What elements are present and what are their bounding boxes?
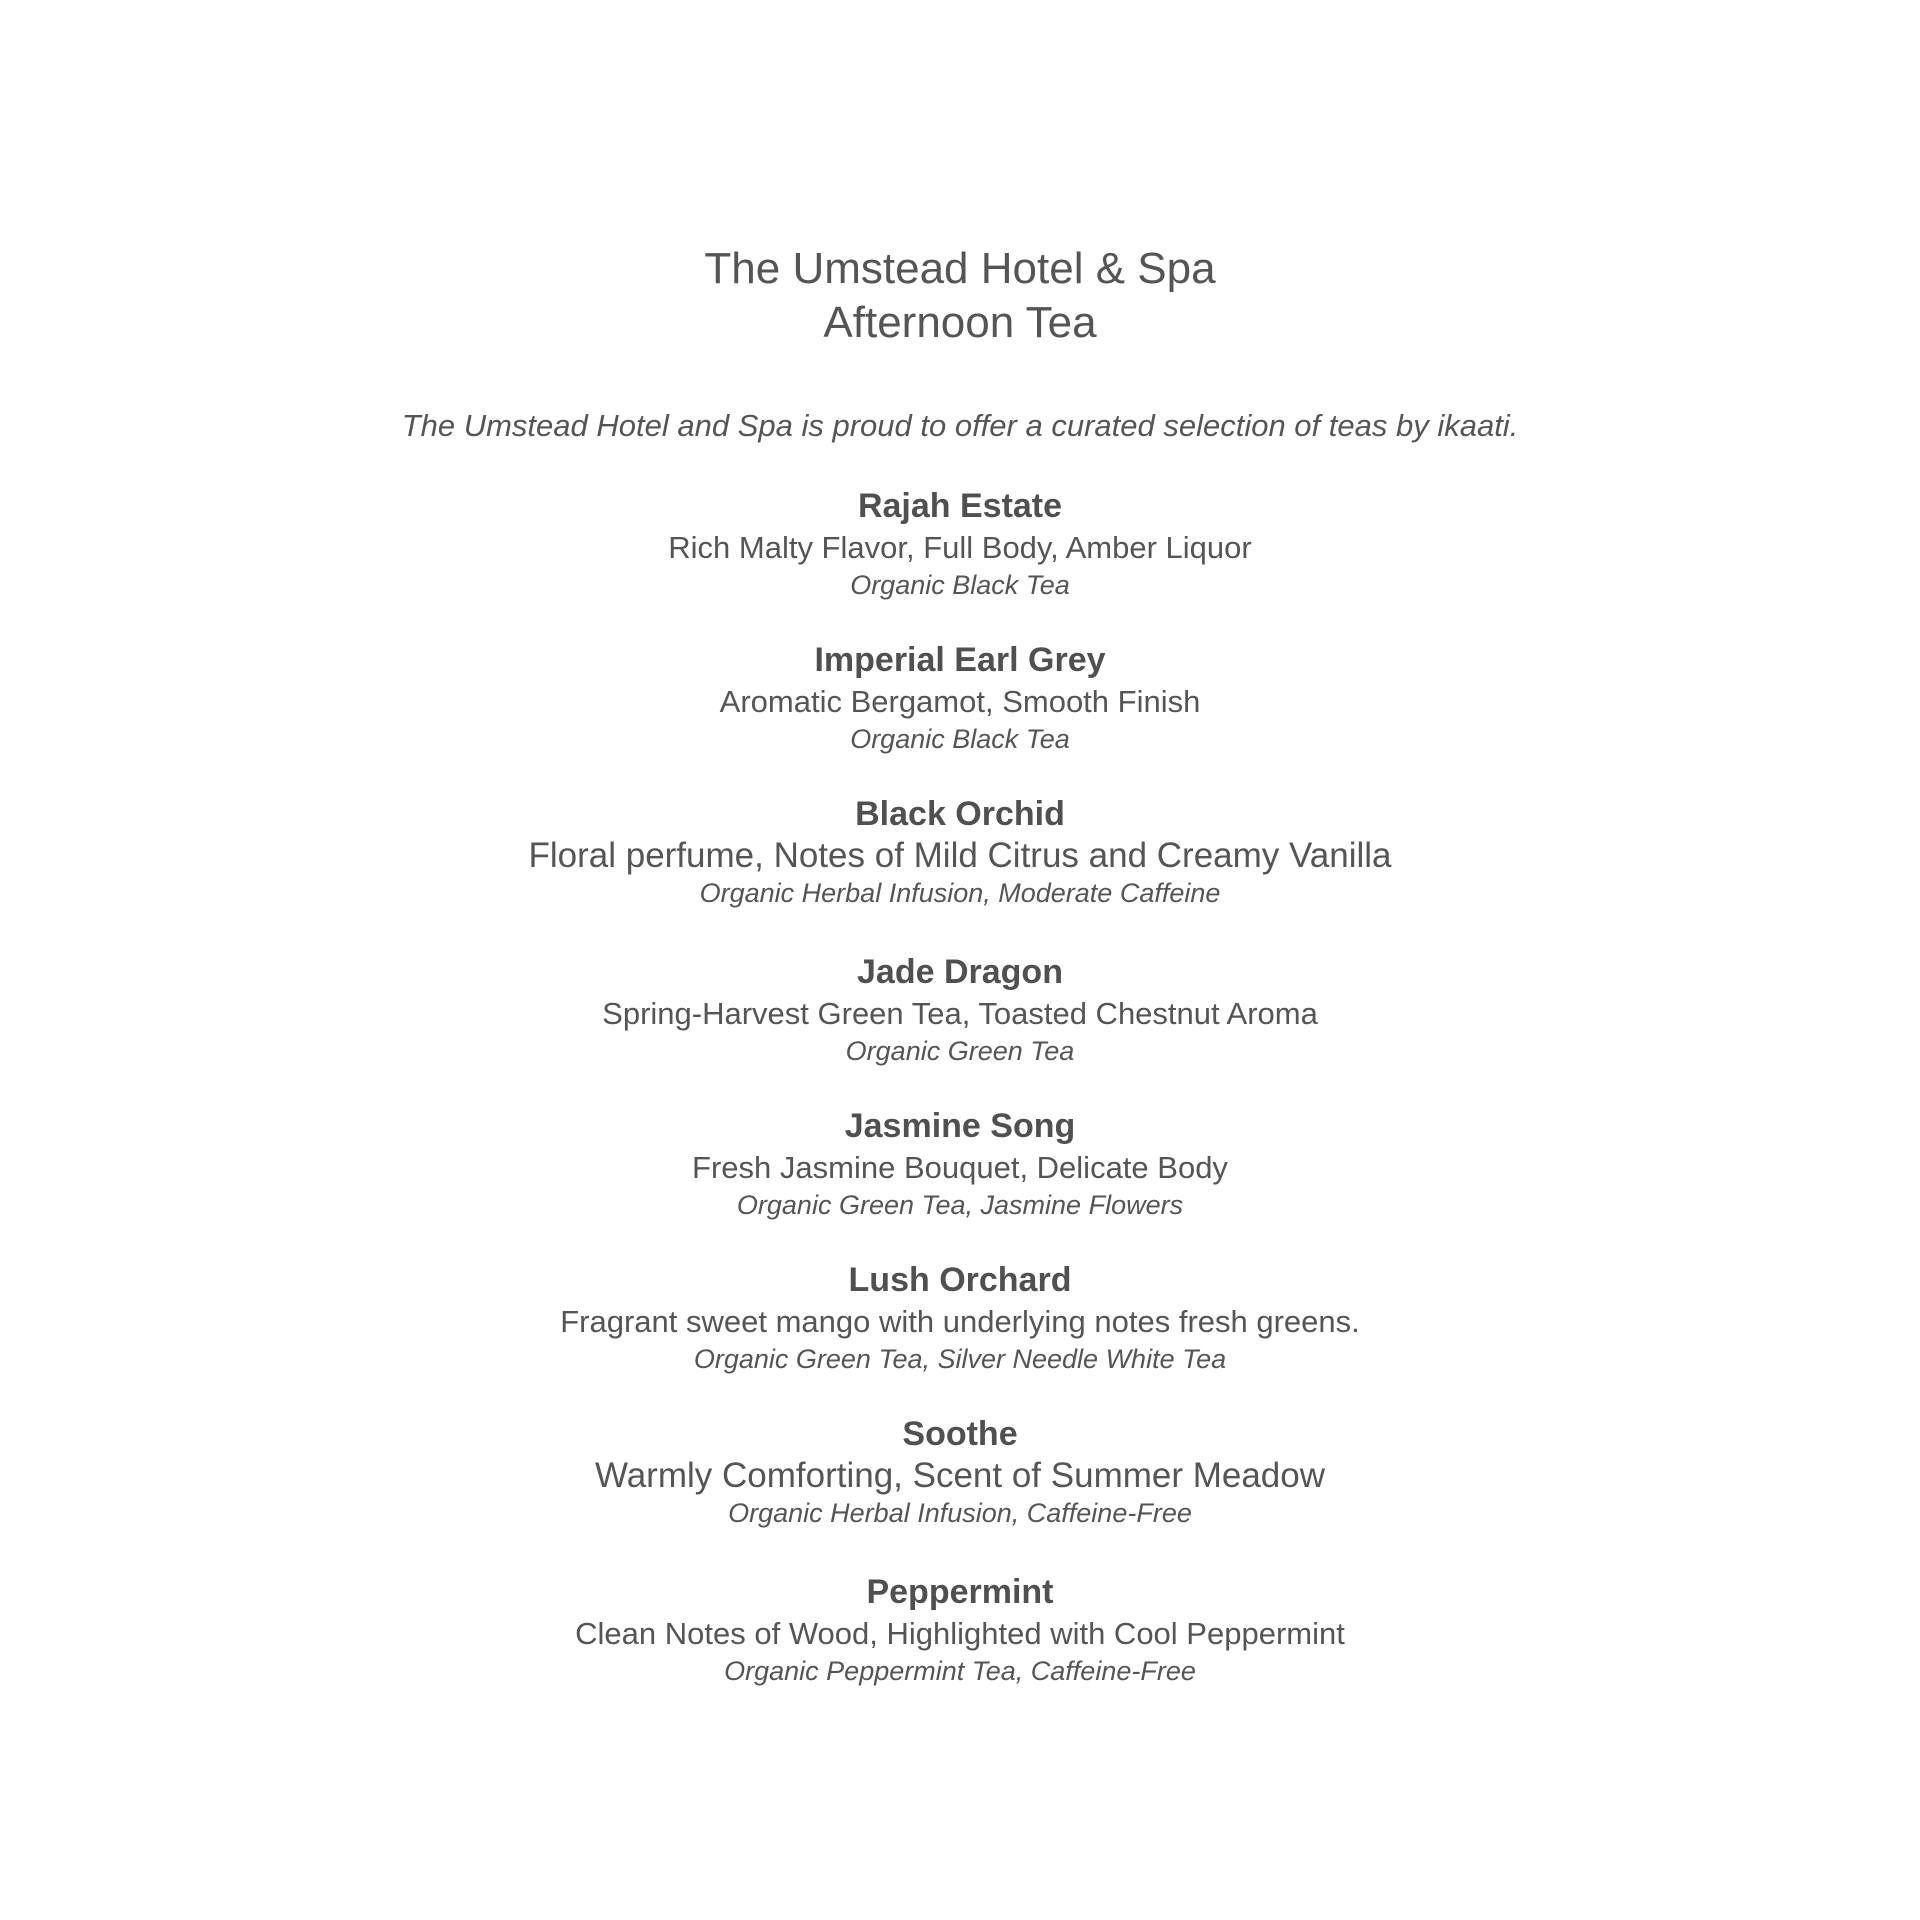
tea-type: Organic Green Tea, Silver Needle White Tea — [693, 1344, 1227, 1374]
tea-description: Floral perfume, Notes of Mild Citrus and Creamy Vanilla — [528, 836, 1392, 875]
tea-type: Organic Green Tea — [845, 1036, 1075, 1066]
tea-name: Black Orchid — [855, 795, 1065, 833]
tea-name: Peppermint — [866, 1573, 1054, 1611]
tea-description: Aromatic Bergamot, Smooth Finish — [719, 684, 1201, 719]
menu-title: The Umstead Hotel & Spa — [704, 244, 1216, 293]
tea-type: Organic Black Tea — [850, 724, 1070, 754]
tea-type: Organic Herbal Infusion, Moderate Caffeine — [699, 878, 1221, 908]
tea-type: Organic Peppermint Tea, Caffeine-Free — [724, 1656, 1196, 1686]
tea-name: Imperial Earl Grey — [814, 641, 1106, 679]
tea-description: Warmly Comforting, Scent of Summer Meadow — [594, 1456, 1326, 1495]
tea-item-jade-dragon — [0, 952, 1920, 1068]
tea-description: Fragrant sweet mango with underlying notes fresh greens. — [560, 1304, 1360, 1339]
tea-item-rajah-estate — [0, 486, 1920, 602]
tea-description: Rich Malty Flavor, Full Body, Amber Liquor — [668, 530, 1252, 565]
tea-name: Jasmine Song — [844, 1107, 1076, 1145]
tea-item-jasmine-song — [0, 1106, 1920, 1222]
tea-name: Lush Orchard — [848, 1261, 1072, 1299]
tea-item-imperial-earl-grey — [0, 640, 1920, 756]
tea-name: Rajah Estate — [857, 487, 1063, 525]
menu-subtitle: Afternoon Tea — [823, 298, 1097, 347]
intro-text: The Umstead Hotel and Spa is proud to offer a curated selection of teas by ikaati. — [401, 408, 1519, 443]
tea-type: Organic Herbal Infusion, Caffeine-Free — [728, 1498, 1192, 1528]
tea-type: Organic Green Tea, Jasmine Flowers — [736, 1190, 1184, 1220]
tea-description: Clean Notes of Wood, Highlighted with Cool Peppermint — [575, 1616, 1345, 1651]
tea-item-peppermint — [0, 1572, 1920, 1688]
tea-description: Spring-Harvest Green Tea, Toasted Chestnut Aroma — [602, 996, 1318, 1031]
tea-name: Jade Dragon — [857, 953, 1063, 991]
tea-description: Fresh Jasmine Bouquet, Delicate Body — [692, 1150, 1228, 1185]
tea-item-black-orchid — [0, 794, 1920, 910]
tea-name: Soothe — [902, 1415, 1018, 1453]
tea-type: Organic Black Tea — [850, 570, 1070, 600]
tea-item-soothe — [0, 1414, 1920, 1530]
tea-item-lush-orchard — [0, 1260, 1920, 1376]
